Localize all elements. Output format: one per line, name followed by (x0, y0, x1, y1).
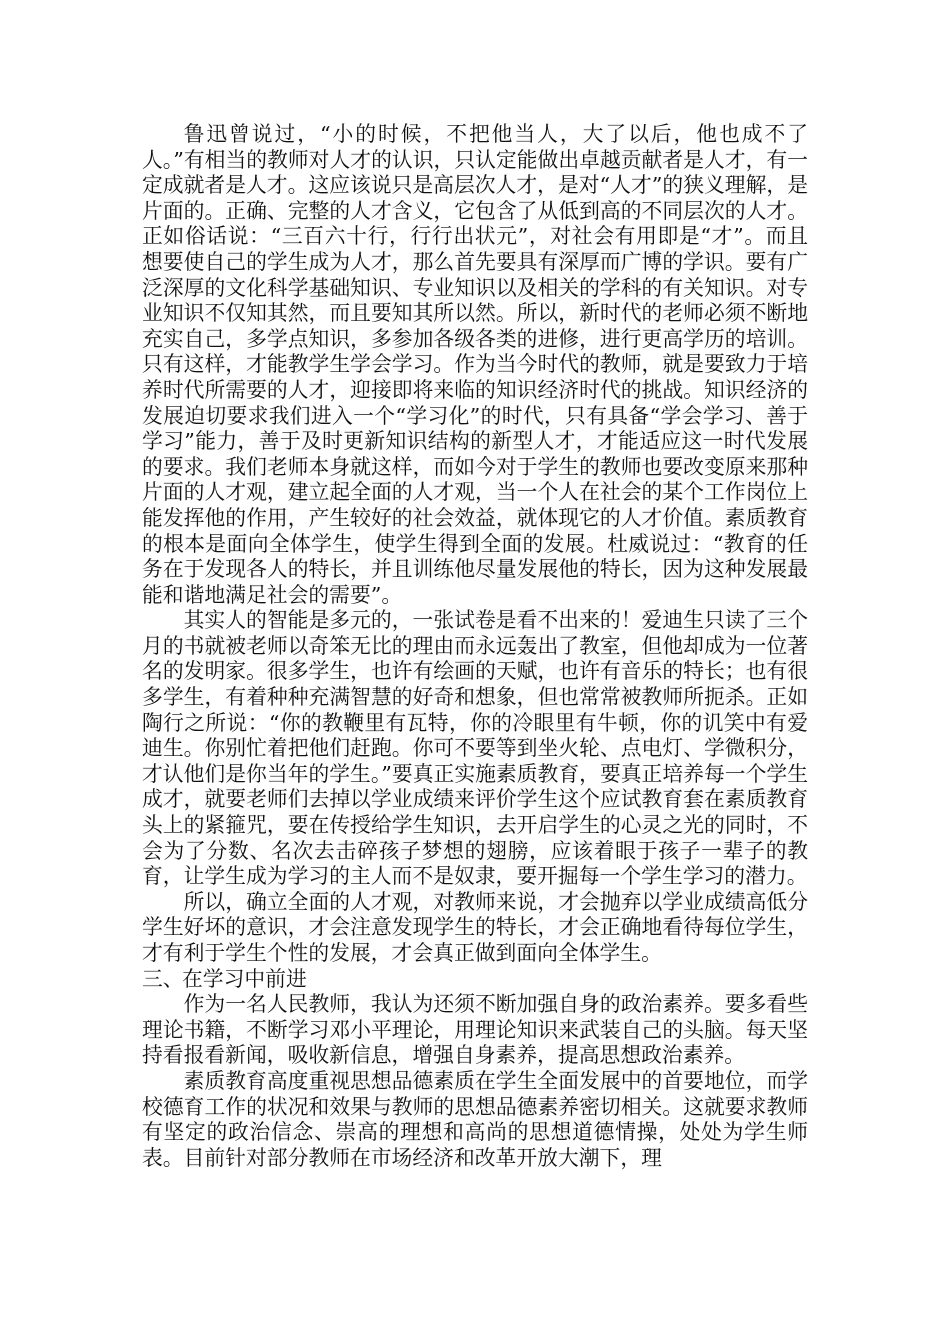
section-title: 在学习中前进 (182, 966, 307, 991)
document-page (142, 122, 808, 1171)
paragraph-talent-view: 鲁迅曾说过，“小的时候，不把他当人，大了以后，他也成不了人。”有相当的教师对人才的认识，只认定能做出卓越贡献者是人才，有一定成就者是人才。这应该说只是高层次人才，是对“人才”的狭义理解，是片面的。正确、完整的人才含义，它包含了从低到高的不同层次的人才。正如俗话说：“三百六十行，行行出状元”，对社会有用即是“才”。而且想要使自己的学生成为人才，那么首先要具有深厚而广博的学识。要有广泛深厚的文化科学基础知识、专业知识以及相关的学科的有关知识。对专业知识不仅知其然，而且要知其所以然。所以，新时代的老师必须不断地充实自己，多学点知识，多参加各级各类的进修，进行更高学历的培训。只有这样，才能教学生学会学习。作为当今时代的教师，就是要致力于培养时代所需要的人才，迎接即将来临的知识经济时代的挑战。知识经济的发展迫切要求我们进入一个“学习化”的时代，只有具备“学会学习、善于学习”能力，善于及时更新知识结构的新型人才，才能适应这一时代发展的要求。我们老师本身就这样，而如今对于学生的教师也要改变原来那种片面的人才观，建立起全面的人才观，当一个人在社会的某个工作岗位上能发挥他的作用，产生较好的社会效益，就体现它的人才价值。素质教育的根本是面向全体学生，使学生得到全面的发展。杜威说过：“教育的任务在于发现各人的特长，并且训练他尽量发展他的特长，因为这种发展最能和谐地满足社会的需要”。 (142, 122, 808, 607)
section-number: 三、 (142, 966, 184, 991)
paragraph-political-literacy: 作为一名人民教师，我认为还须不断加强自身的政治素养。要多看些理论书籍，不断学习邓小平理论，用理论知识来武装自己的头脑。每天坚持看报看新闻，吸收新信息，增强自身素养，提高思想政治素养。 (142, 992, 808, 1068)
section-heading (142, 967, 808, 993)
paragraph-conclusion: 所以，确立全面的人才观，对教师来说，才会抛弃以学业成绩高低分学生好坏的意识，才会注意发现学生的特长，才会正确地看待每位学生，才有利于学生个性的发展，才会真正做到面向全体学生。 (142, 889, 808, 965)
paragraph-multiple-intelligence: 其实人的智能是多元的，一张试卷是看不出来的！爱迪生只读了三个月的书就被老师以奇笨无比的理由而永远轰出了教室，但他却成为一位著名的发明家。很多学生，也许有绘画的天赋，也许有音乐的特长；也有很多学生，有着种种充满智慧的好奇和想象，但也常常被教师所扼杀。正如陶行之所说：“你的教鞭里有瓦特，你的冷眼里有牛顿，你的讥笑中有爱迪生。你别忙着把他们赶跑。你可不要等到坐火轮、点电灯、学微积分，才认他们是你当年的学生。”要真正实施素质教育，要真正培养每一个学生成才，就要老师们去掉以学业成绩来评价学生这个应试教育套在素质教育头上的紧箍咒，要在传授给学生知识，去开启学生的心灵之光的同时，不会为了分数、名次去击碎孩子梦想的翅膀，应该着眼于孩子一辈子的教育，让学生成为学习的主人而不是奴隶，要开掘每一个学生学习的潜力。 (142, 608, 808, 889)
paragraph-moral-quality: 素质教育高度重视思想品德素质在学生全面发展中的首要地位，而学校德育工作的状况和效果与教师的思想品德素养密切相关。这就要求教师有坚定的政治信念、崇高的理想和高尚的思想道德情操，处处为学生师表。目前针对部分教师在市场经济和改革开放大潮下，理 (142, 1068, 808, 1170)
